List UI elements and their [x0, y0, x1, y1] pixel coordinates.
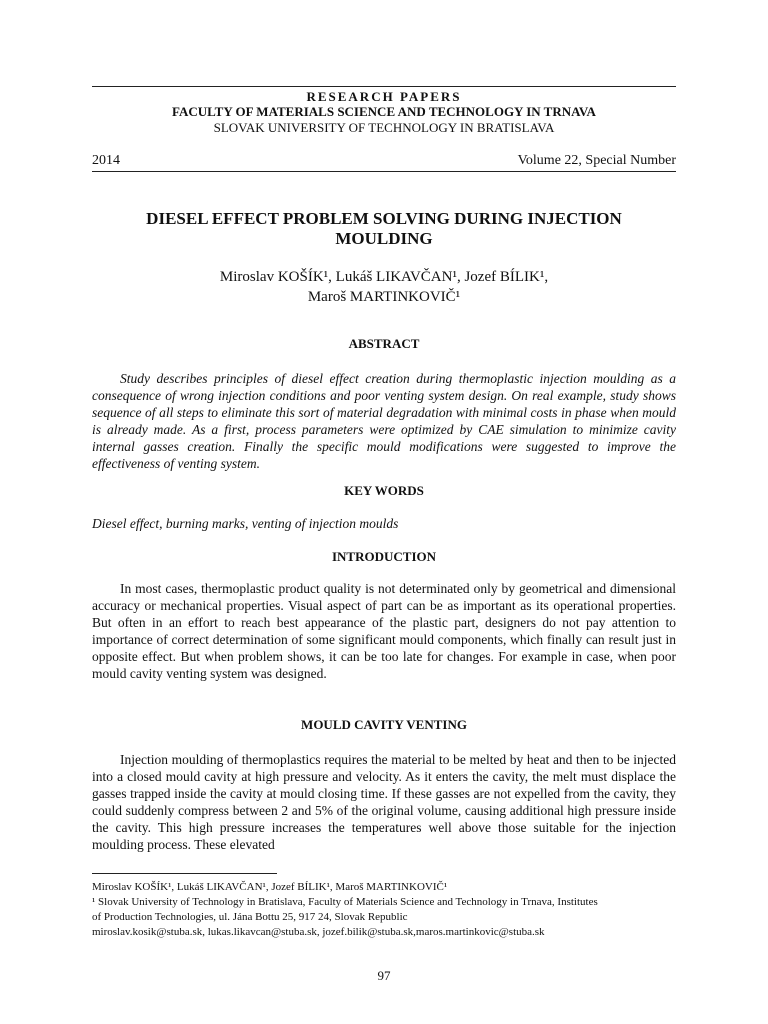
issue-year: 2014 — [92, 153, 120, 168]
keywords-heading: KEY WORDS — [344, 483, 424, 498]
header-top-rule — [92, 86, 676, 87]
mould-venting-text: Injection moulding of thermoplastics requires the material to be melted by heat and then to be injected into a closed mould cavity at high pressure and velocity. As it enters the cavity, the melt must displace the gasses trapped inside the cavity at mould closing time. If these gasses are not expelled from the cavity, they could suddenly compress between 2 and 5% of the original volume, causing additional high pressure inside the cavity. This high pressure increases the temperatures well above those suitable for the injection moulding process. These elevated — [92, 752, 676, 852]
paper-title: DIESEL EFFECT PROBLEM SOLVING DURING INJECTION MOULDING — [146, 209, 622, 248]
introduction-heading: INTRODUCTION — [331, 549, 436, 564]
footnote-authors: Miroslav KOŠÍK¹, Lukáš LIKAVČAN¹, Jozef BÍLIK¹, Maroš MARTINKOVIČ¹ — [92, 881, 448, 893]
journal-faculty: FACULTY OF MATERIALS SCIENCE AND TECHNOLOGY IN TRNAVA — [172, 104, 596, 119]
footnote-emails: miroslav.kosik@stuba.sk, lukas.likavcan@stuba.sk, jozef.bilik@stuba.sk,maros.martinkovic@stuba.sk — [92, 926, 545, 938]
author-list: Miroslav KOŠÍK¹, Lukáš LIKAVČAN¹, Jozef BÍLIK¹, Maroš MARTINKOVIČ¹ — [219, 269, 549, 305]
footnote — [92, 880, 692, 940]
page-number: 97 — [377, 968, 391, 983]
footnote-rule — [92, 873, 277, 874]
issue-volume: Volume 22, Special Number — [517, 153, 676, 168]
introduction-text: In most cases, thermoplastic product quality is not determinated only by geometrical and dimensional accuracy or mechanical properties. Visual aspect of part can be as important as its operational properties. But often in an effort to reach best appearance of the plastic part, designers do not pay attention to importance of correct determination of some significant mould components, which finally can result just in opposite effect. But when problem shows, it can be too late for changes. For example in case, when poor mould cavity venting system was designed. — [92, 581, 676, 681]
keywords-text: Diesel effect, burning marks, venting of injection moulds — [92, 516, 399, 531]
footnote-address: of Production Technologies, ul. Jána Bottu 25, 917 24, Slovak Republic — [92, 911, 408, 923]
journal-series: RESEARCH PAPERS — [306, 89, 462, 104]
journal-university: SLOVAK UNIVERSITY OF TECHNOLOGY IN BRATISLAVA — [213, 120, 555, 135]
abstract-heading: ABSTRACT — [348, 336, 420, 351]
issue-rule — [92, 171, 676, 172]
mould-venting-heading: MOULD CAVITY VENTING — [301, 717, 467, 732]
footnote-affiliation: ¹ Slovak University of Technology in Bratislava, Faculty of Materials Science and Technology in Trnava, Institutes — [92, 896, 598, 908]
abstract-text: Study describes principles of diesel effect creation during thermoplastic injection moulding as a consequence of wrong injection conditions and poor venting system design. On real example, study shows sequence of all steps to eliminate this sort of material degradation with minimal costs in phase when mould is already made. As a first, process parameters were optimized by CAE simulation to minimize cavity internal gasses creation. Finally the specific mould modifications were suggested to improve the effectiveness of venting system. — [92, 371, 676, 471]
